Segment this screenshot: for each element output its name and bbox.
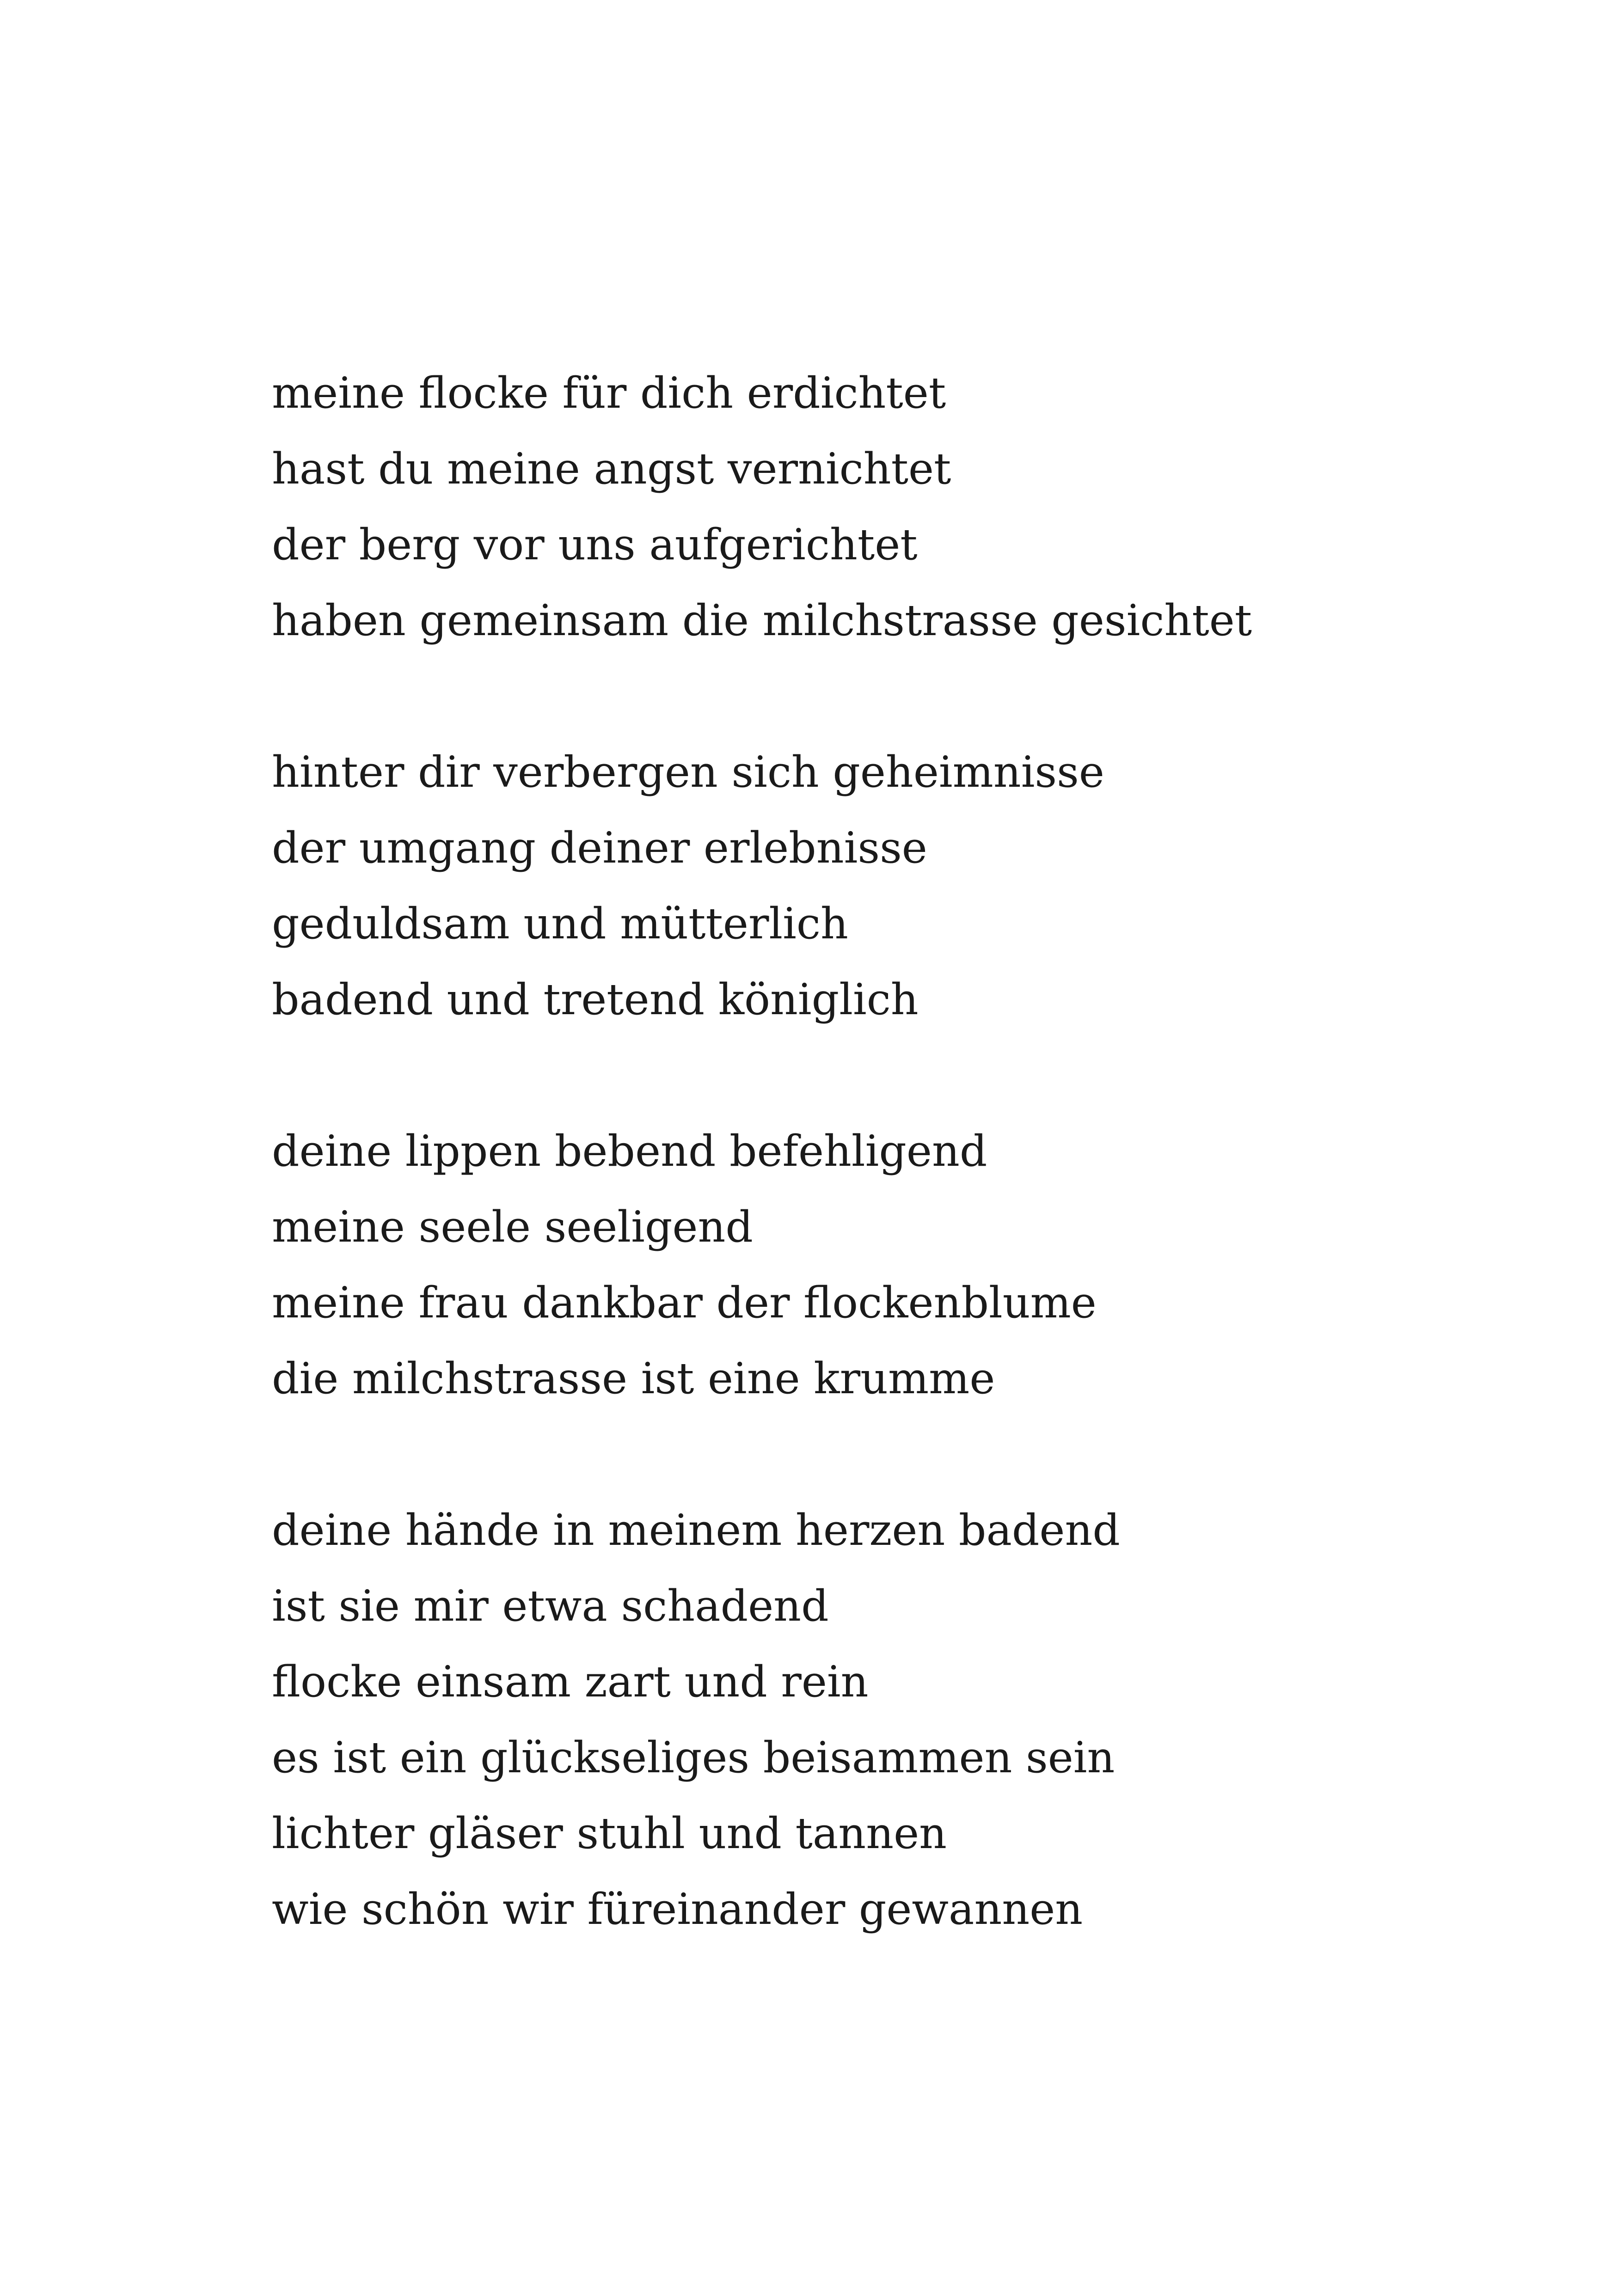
poem-line: deine hände in meinem herzen badend — [272, 1505, 1120, 1555]
poem-line: hinter dir verbergen sich geheimnisse — [272, 747, 1104, 797]
poem-line: es ist ein glückseliges beisammen sein — [272, 1733, 1115, 1782]
poem-line: der umgang deiner erlebnisse — [272, 823, 927, 873]
poem-line: flocke einsam zart und rein — [272, 1657, 869, 1707]
poem-line: geduldsam und mütterlich — [272, 899, 848, 949]
poem-line: die milchstrasse ist eine krumme — [272, 1353, 995, 1403]
poem-line: wie schön wir füreinander gewannen — [272, 1884, 1083, 1934]
stanza-4 — [272, 1492, 1520, 1947]
poem-line: lichter gläser stuhl und tannen — [272, 1808, 947, 1858]
poem-line: haben gemeinsam die milchstrasse gesichtet — [272, 595, 1252, 645]
poem-line: ist sie mir etwa schadend — [272, 1581, 829, 1631]
poem-line: meine flocke für dich erdichtet — [272, 368, 946, 418]
poem-line: meine seele seeligend — [272, 1202, 753, 1252]
poem-line: hast du meine angst vernichtet — [272, 444, 951, 494]
poem-line: deine lippen bebend befehligend — [272, 1126, 987, 1176]
stanza-3 — [272, 1113, 1520, 1416]
stanza-2 — [272, 734, 1520, 1037]
poem-line: badend und tretend königlich — [272, 974, 919, 1024]
poem-line: meine frau dankbar der flockenblume — [272, 1278, 1097, 1328]
poem-line: der berg vor uns aufgerichtet — [272, 520, 918, 569]
poem — [272, 355, 1520, 1947]
stanza-1 — [272, 355, 1520, 658]
